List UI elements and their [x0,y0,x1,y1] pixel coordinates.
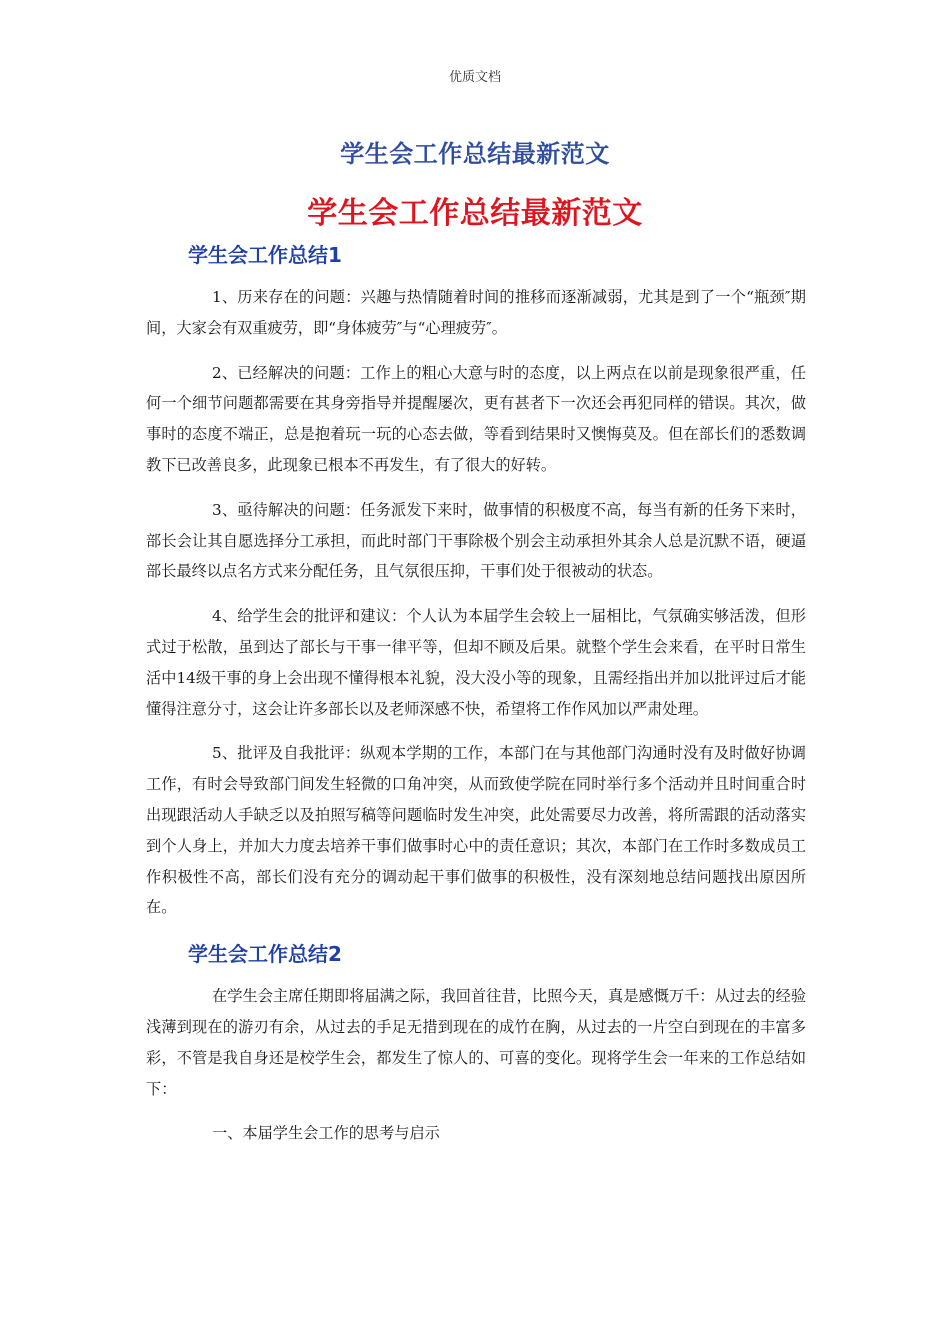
subheading: 一、本届学生会工作的思考与启示 [212,1124,440,1143]
paragraph: 1、历来存在的问题：兴趣与热情随着时间的推移而逐渐减弱，尤其是到了一个“瓶颈″期间，大家会有双重疲劳，即“身体疲劳″与“心理疲劳″。 [146,288,806,337]
section-heading-1: 学生会工作总结1 [188,243,342,267]
document-body [146,238,806,1149]
section-heading-2: 学生会工作总结2 [188,942,342,967]
paragraph: 5、批评及自我批评：纵观本学期的工作，本部门在与其他部门沟通时没有及时做好协调工作，有时会导致部门间发生轻微的口角冲突，从而致使学院在同时举行多个活动并且时间重合时出现跟活动人手缺乏以及拍照写稿等问题临时发生冲突，此处需要尽力改善，将所需跟的活动落实到个人身上，并加大力度去培养干事们做事时心中的责任意识；其次，本部门在工作时多数成员工作积极性不高，部长们没有充分的调动起干事们做事的积极性，没有深刻地总结问题找出原因所在。 [146,744,806,917]
document-title: 学生会工作总结最新范文 [340,140,610,168]
paragraph: 4、给学生会的批评和建议：个人认为本届学生会较上一届相比，气氛确实够活泼，但形式过于松散，虽到达了部长与干事一律平等，但却不顾及后果。就整个学生会来看，在平时日常生活中14级干事的身上会出现不懂得根本礼貌，没大没小等的现象，且需经指出并加以批评过后才能懂得注意分寸，这会让许多部长以及老师深感不快，希望将工作作风加以严肃处理。 [146,607,806,718]
paragraph: 3、亟待解决的问题：任务派发下来时，做事情的积极度不高，每当有新的任务下来时，部长会让其自愿选择分工承担，而此时部门干事除极个别会主动承担外其余人总是沉默不语，硬逼部长最终以点名方式来分配任务，且气氛很压抑，干事们处于很被动的状态。 [146,500,806,581]
header-label: 优质文档 [448,70,501,85]
paragraph: 2、已经解决的问题：工作上的粗心大意与时的态度，以上两点在以前是现象很严重，任何一个细节问题都需要在其身旁指导并提醒屡次，更有甚者下一次还会再犯同样的错误。其次，做事时的态度不端正，总是抱着玩一玩的心态去做，等看到结果时又懊悔莫及。但在部长们的悉数调教下已改善良多，此现象已根本不再发生，有了很大的好转。 [146,363,806,474]
paragraph: 在学生会主席任期即将届满之际，我回首往昔，比照今天，真是感慨万千：从过去的经验浅薄到现在的游刃有余，从过去的手足无措到现在的成竹在胸，从过去的一片空白到现在的丰富多彩，不管是我自身还是校学生会，都发生了惊人的、可喜的变化。现将学生会一年来的工作总结如下： [146,987,806,1098]
main-title: 学生会工作总结最新范文 [307,196,643,231]
